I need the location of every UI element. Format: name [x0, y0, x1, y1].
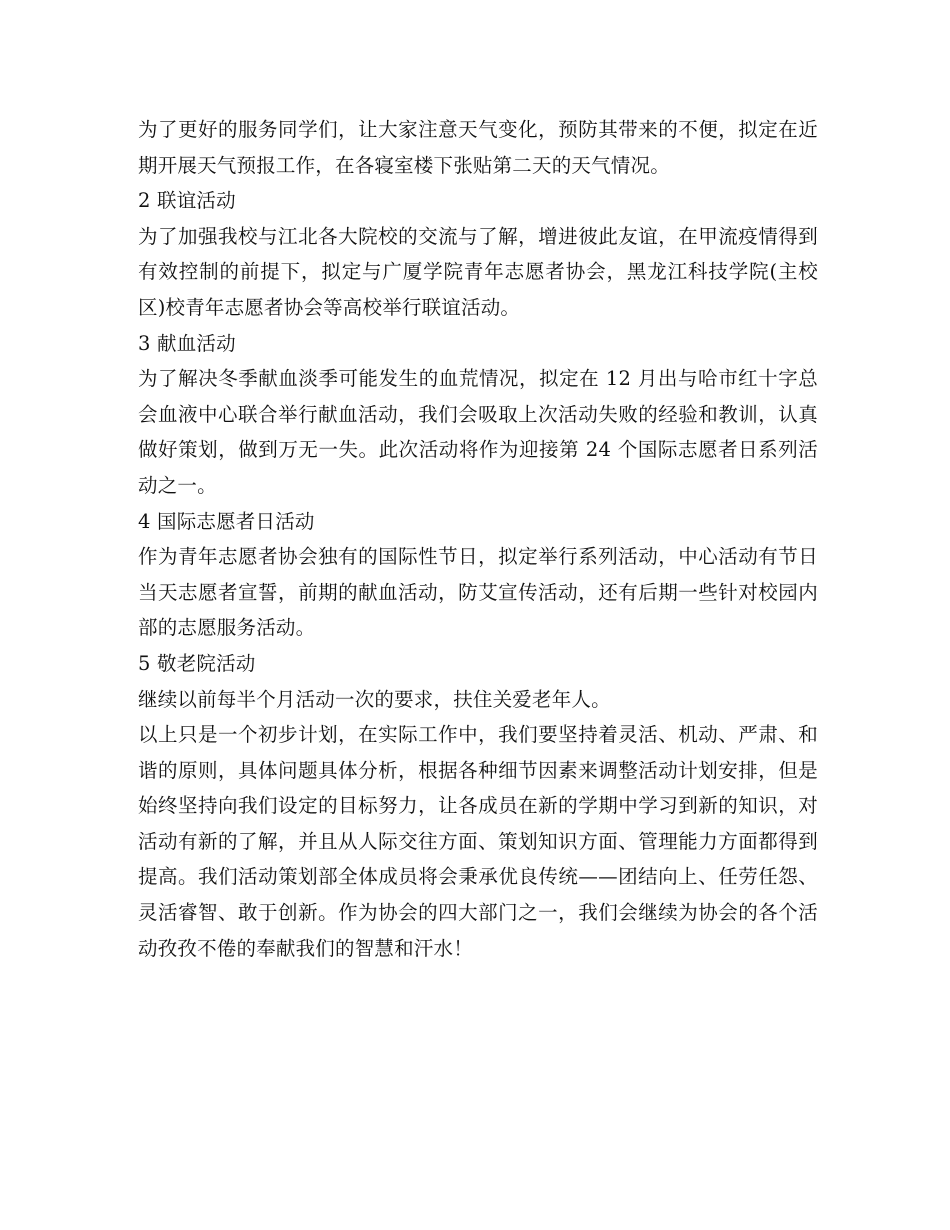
paragraph-nursing-home: 继续以前每半个月活动一次的要求，扶住关爱老年人。: [138, 687, 611, 711]
heading-nursing-home: 5 敬老院活动: [138, 651, 256, 675]
heading-volunteer-day: 4 国际志愿者日活动: [138, 509, 315, 533]
document-page: [138, 112, 818, 966]
paragraph-blood-donation: 为了解决冬季献血淡季可能发生的血荒情况，拟定在 12 月出与哈市红十字总会血液中心联合举行献血活动，我们会吸取上次活动失败的经验和教训，认真做好策划，做到万无一失。此次活动将作为迎接第 24 个国际志愿者日系列活动之一。: [138, 367, 818, 497]
paragraph-friendship-activity: 为了加强我校与江北各大院校的交流与了解，增进彼此友谊，在甲流疫情得到有效控制的前提下，拟定与广厦学院青年志愿者协会，黑龙江科技学院(主校区)校青年志愿者协会等高校举行联谊活动。: [138, 224, 818, 319]
heading-blood-donation: 3 献血活动: [138, 331, 236, 355]
heading-friendship-activity: 2 联谊活动: [138, 189, 236, 213]
paragraph-volunteer-day: 作为青年志愿者协会独有的国际性节日，拟定举行系列活动，中心活动有节日当天志愿者宣誓，前期的献血活动，防艾宣传活动，还有后期一些针对校园内部的志愿服务活动。: [138, 545, 818, 640]
paragraph-weather-forecast: 为了更好的服务同学们，让大家注意天气变化，预防其带来的不便，拟定在近期开展天气预报工作，在各寝室楼下张贴第二天的天气情况。: [138, 118, 818, 177]
paragraph-conclusion: 以上只是一个初步计划，在实际工作中，我们要坚持着灵活、机动、严肃、和谐的原则，具体问题具体分析，根据各种细节因素来调整活动计划安排，但是始终坚持向我们设定的目标努力，让各成员在新的学期中学习到新的知识，对活动有新的了解，并且从人际交往方面、策划知识方面、管理能力方面都得到提高。我们活动策划部全体成员将会秉承优良传统——团结向上、任劳任怨、灵活睿智、敢于创新。作为协会的四大部门之一，我们会继续为协会的各个活动孜孜不倦的奉献我们的智慧和汗水！: [138, 723, 818, 960]
